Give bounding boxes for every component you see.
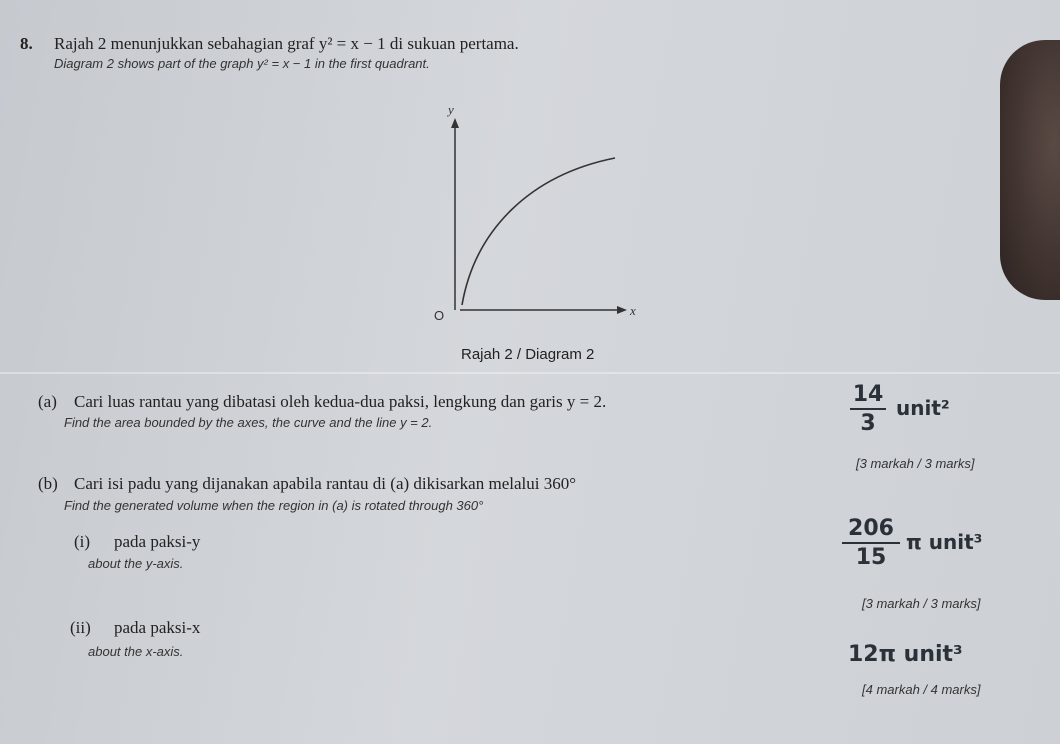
part-a-answer-fraction [850,382,886,436]
question-title-ms: Rajah 2 menunjukkan sebahagian graf y² = x − 1 di sukuan pertama. [54,34,519,53]
part-a-answer-denominator: 3 [860,411,876,436]
part-a-text-en: Find the area bounded by the axes, the curve and the line y = 2. [64,415,433,430]
fraction-bar [842,542,900,544]
y-axis-label: y [448,102,454,117]
part-b-i-answer-fraction [842,516,900,570]
part-a-answer-numerator: 14 [852,382,884,407]
x-axis-arrow-icon [617,306,627,314]
paper-fold-line [0,372,1060,374]
part-b-text-en: Find the generated volume when the region in (a) is rotated through 360° [64,498,484,513]
part-b-i-label: (i) [74,532,91,551]
diagram-graph [420,100,680,330]
part-b-i-answer-numerator: 206 [848,516,894,541]
part-b-ii-answer: 12π unit³ [848,642,963,667]
finger-shadow [1000,40,1060,300]
question-number: 8. [20,34,33,53]
part-b-label: (b) [38,474,58,493]
part-b-i-text-ms: pada paksi-y [114,532,201,551]
y-axis-arrow-icon [451,118,459,128]
origin-label: O [434,308,445,323]
part-b-i-marks: [3 markah / 3 marks] [862,596,981,611]
part-b-text-ms: Cari isi padu yang dijanakan apabila rantau di (a) dikisarkan melalui 360° [74,474,576,493]
part-b-ii-text-en: about the x-axis. [88,644,184,659]
part-a-label: (a) [38,392,57,411]
part-a-text-ms: Cari luas rantau yang dibatasi oleh kedua-dua paksi, lengkung dan garis y = 2. [74,392,607,411]
diagram-caption: Rajah 2 / Diagram 2 [461,346,595,363]
part-a-answer-unit: unit² [896,396,950,420]
fraction-bar [850,408,886,410]
curve-y2-x-1 [462,158,615,305]
x-axis-label: x [630,303,636,318]
question-title-en: Diagram 2 shows part of the graph y² = x − 1 in the first quadrant. [54,56,430,71]
part-b-i-answer-denominator: 15 [855,545,887,570]
part-a-marks: [3 markah / 3 marks] [856,456,975,471]
part-b-ii-label: (ii) [70,618,91,637]
part-b-ii-marks: [4 markah / 4 marks] [862,682,981,697]
part-b-ii-text-ms: pada paksi-x [114,618,201,637]
part-b-i-answer-unit: π unit³ [906,530,983,554]
part-b-i-text-en: about the y-axis. [88,556,184,571]
